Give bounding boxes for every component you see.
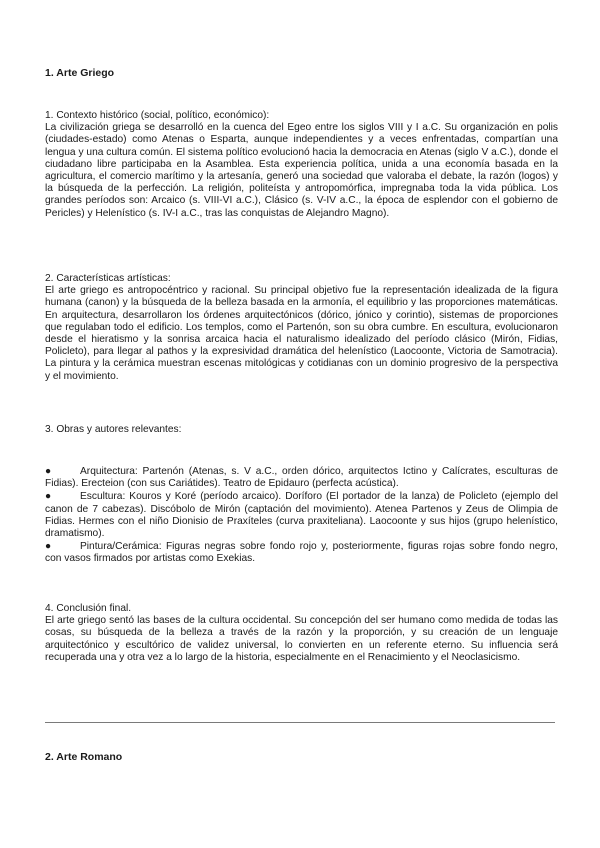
conclusion-final <box>45 603 558 664</box>
section-title-arte-romano: 2. Arte Romano <box>45 751 123 763</box>
caracteristicas-heading: 2. Características artísticas: <box>45 273 171 284</box>
obras-item-escultura: Escultura: Kouros y Koré (período arcaico). Doríforo (El portador de la lanza) de Policleto (ejemplo del canon de 7 cabezas). Discóbolo de Mirón (captación del movimiento). Atenea Partenos y Zeus de Olimpia de Fidias. Hermes con el niño Dionisio de Praxíteles (curva praxiteliana). Laocoonte y sus hijos (grupo helenístico, dramatismo). <box>45 491 558 540</box>
list-item <box>45 466 558 490</box>
bullet-icon: ● <box>45 541 52 553</box>
obras-heading-block <box>45 424 558 436</box>
contexto-historico <box>45 110 558 220</box>
conclusion-heading: 4. Conclusión final. <box>45 603 132 614</box>
obras-list <box>45 466 558 567</box>
obras-heading: 3. Obras y autores relevantes: <box>45 424 182 435</box>
section-title-arte-griego: 1. Arte Griego <box>45 67 115 79</box>
obras-item-pintura: Pintura/Cerámica: Figuras negras sobre fondo rojo y, posteriormente, figuras rojas sobre fondo negro, con vasos firmados por artistas como Exekias. <box>45 541 558 565</box>
list-item <box>45 491 558 540</box>
bullet-icon: ● <box>45 466 52 477</box>
obras-item-arquitectura: Arquitectura: Partenón (Atenas, s. V a.C., orden dórico, arquitectos Ictino y Calícrates, esculturas de Fidias). Erecteion (con sus Cariátides). Teatro de Epidauro (perfecta acústica). <box>45 466 558 490</box>
contexto-body: La civilización griega se desarrolló en la cuenca del Egeo entre los siglos VIII y I a.C. Su organización en polis (ciudades-estado) como Atenas o Esparta, aunque independientes y a veces enfrentadas, compartían una lengua y una cultura común. El sistema político evolucionó hacia la democracia en Atenas (siglo V a.C.), donde el ciudadano libre participaba en la Asamblea. Esta experiencia política, unida a una economía basada en la agricultura, el comercio marítimo y la artesanía, generó una sociedad que valoraba el debate, la razón (logos) y la búsqueda de la perfección. La religión, politeísta y antropomórfica, impregnaba toda la vida pública. Los grandes períodos son: Arcaico (s. VIII-VI a.C.), Clásico (s. V-IV a.C., la época de esplendor con el gobierno de Pericles) y Helenístico (s. IV-I a.C., tras las conquistas de Alejandro Magno). <box>45 122 558 219</box>
caracteristicas-artisticas <box>45 273 558 383</box>
bullet-icon: ● <box>45 491 52 503</box>
list-item <box>45 541 558 565</box>
conclusion-body: El arte griego sentó las bases de la cultura occidental. Su concepción del ser humano como medida de todas las cosas, su búsqueda de la belleza a través de la razón y la proporción, y su creación de un lenguaje arquitectónico y escultórico de validez universal, lo convierten en un referente eterno. Su influencia será recuperada una y otra vez a lo largo de la historia, especialmente en el Renacimiento y el Neoclasicismo. <box>45 615 558 663</box>
caracteristicas-body: El arte griego es antropocéntrico y racional. Su principal objetivo fue la representación idealizada de la figura humana (canon) y la búsqueda de la belleza basada en la armonía, el equilibrio y las proporciones matemáticas. En arquitectura, desarrollaron los órdenes arquitectónicos (dórico, jónico y corintio), sistemas de proporciones que regulaban todo el edificio. Los templos, como el Partenón, son su obra cumbre. En escultura, evolucionaron desde el hieratismo y la sonrisa arcaica hacia el naturalismo idealizado del período clásico (Mirón, Fidias, Policleto), para llegar al pathos y la expresividad dramática del helenístico (Laocoonte, Victoria de Samotracia). La pintura y la cerámica muestran escenas mitológicas y cotidianas con un dominio progresivo de la perspectiva y el movimiento. <box>45 285 558 382</box>
horizontal-divider <box>45 722 555 723</box>
contexto-heading: 1. Contexto histórico (social, político, económico): <box>45 110 270 121</box>
